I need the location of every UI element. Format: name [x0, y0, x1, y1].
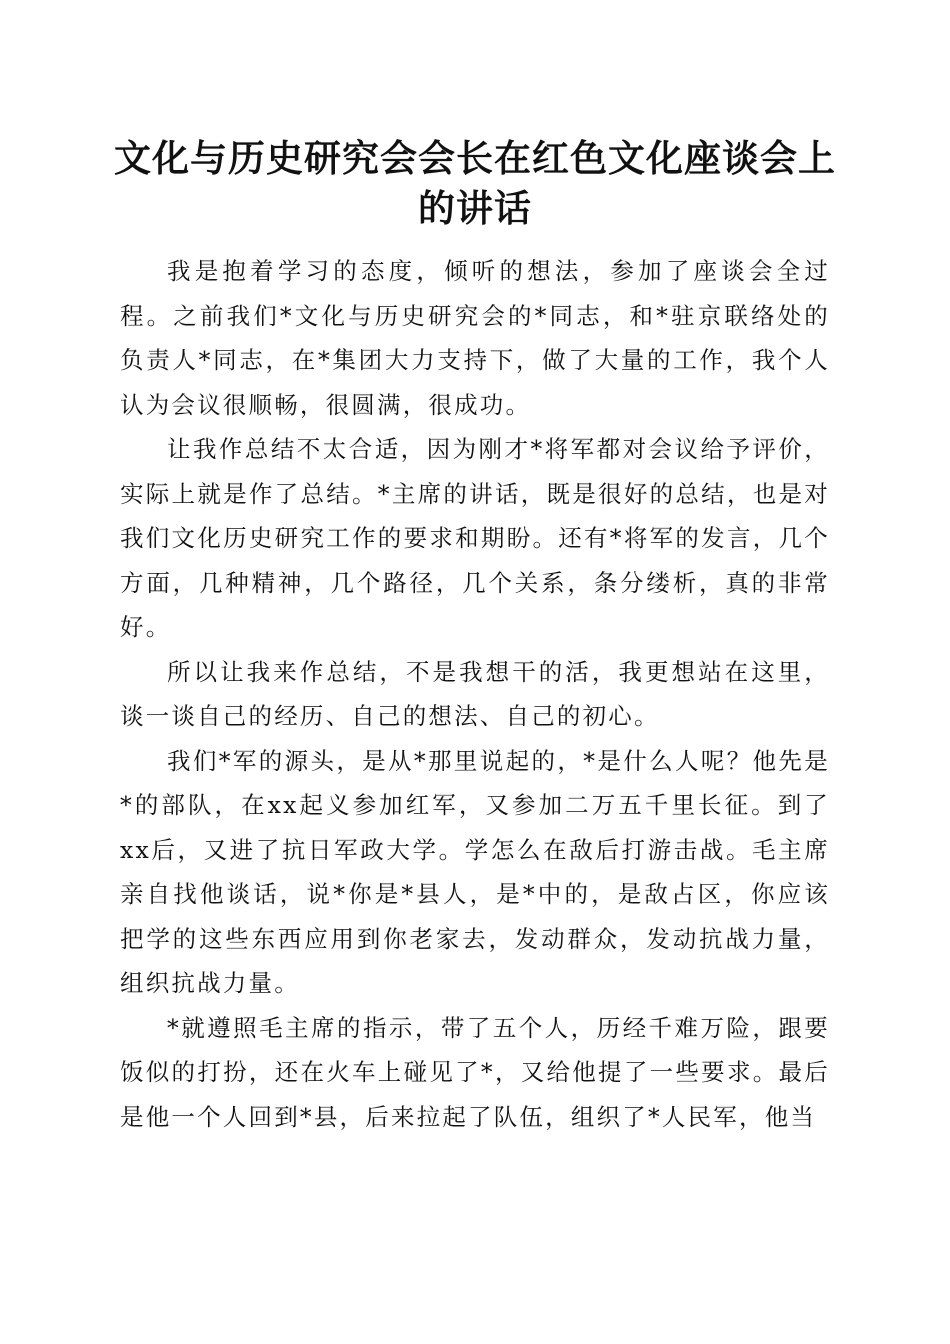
paragraph: 我们*军的源头，是从*那里说起的，*是什么人呢？他先是*的部队，在xx起义参加红军，又参加二万五千里长征。到了xx后，又进了抗日军政大学。学怎么在敌后打游击战。毛主席亲自找他谈话，说*你是*县人，是*中的，是敌占区，你应该把学的这些东西应用到你老家去，发动群众，发动抗战力量，组织抗战力量。: [120, 746, 830, 997]
paragraph: *就遵照毛主席的指示，带了五个人，历经千难万险，跟要饭似的打扮，还在火车上碰见了*，又给他提了一些要求。最后是他一个人回到*县，后来拉起了队伍，组织了*人民军，他当: [120, 1013, 830, 1131]
paragraph: 让我作总结不太合适，因为刚才*将军都对会议给予评价，实际上就是作了总结。*主席的讲话，既是很好的总结，也是对我们文化历史研究工作的要求和期盼。还有*将军的发言，几个方面，几种精神，几个路径，几个关系，条分缕析，真的非常好。: [120, 435, 830, 641]
paragraph: 我是抱着学习的态度，倾听的想法，参加了座谈会全过程。之前我们*文化与历史研究会的*同志，和*驻京联络处的负责人*同志，在*集团大力支持下，做了大量的工作，我个人认为会议很顺畅，很圆满，很成功。: [120, 257, 830, 419]
document-title: 文化与历史研究会会长在红色文化座谈会上的讲话: [114, 136, 836, 230]
paragraph: 所以让我来作总结，不是我想干的活，我更想站在这里，谈一谈自己的经历、自己的想法、自己的初心。: [120, 657, 830, 730]
document-body: [120, 249, 830, 1139]
